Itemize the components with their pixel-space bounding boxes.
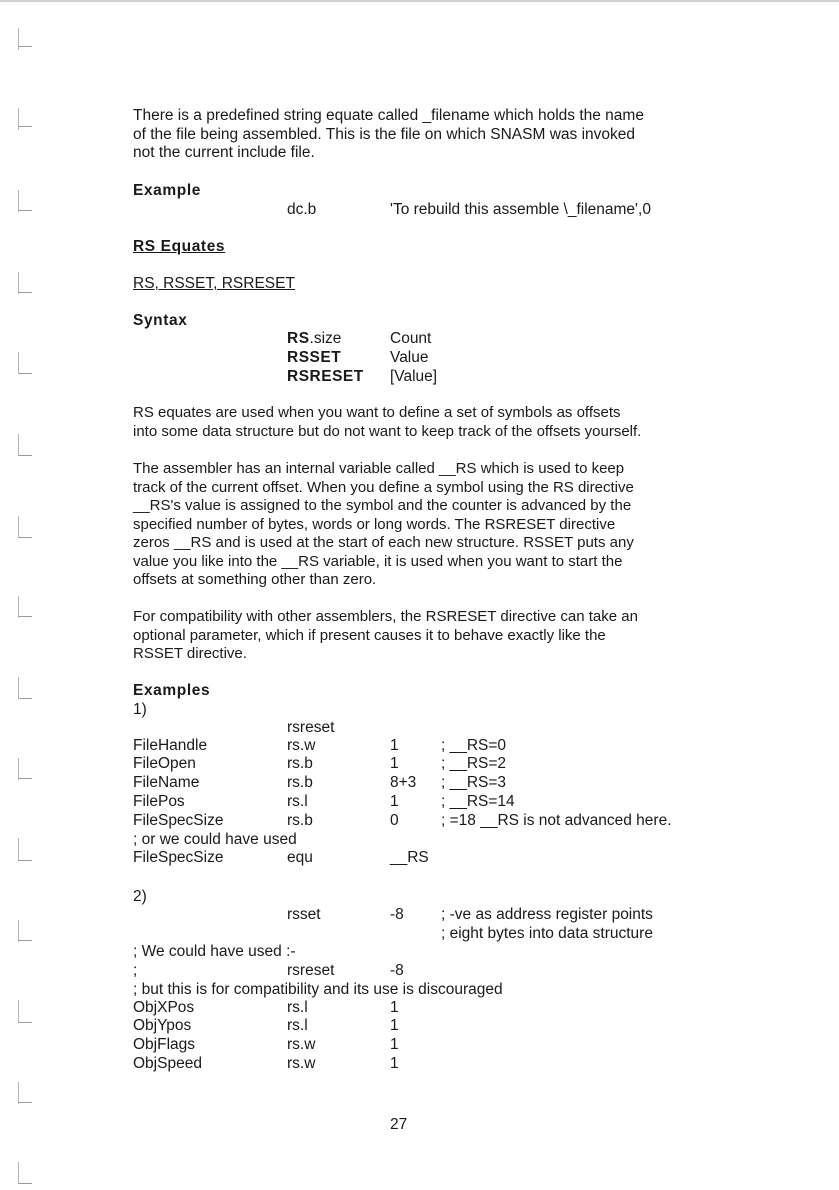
text-line: __RS's value is assigned to the symbol and the counter is advanced by the (133, 497, 632, 514)
code-line (0, 793, 839, 812)
syntax-keyword: RSRESET (287, 368, 364, 385)
code-arg: 1 (390, 737, 399, 754)
scan-top-edge (0, 0, 839, 2)
text-line: offsets at something other than zero. (133, 571, 377, 588)
code-label: FileName (133, 774, 200, 791)
code-op: rsreset (287, 719, 335, 736)
binder-mark (18, 677, 19, 699)
code-comment: ; We could have used :- (133, 943, 296, 960)
code-line (0, 925, 839, 944)
syntax-row (287, 349, 429, 368)
code-op: equ (287, 849, 313, 866)
syntax-heading: Syntax (133, 312, 188, 329)
example-code-line (0, 201, 839, 220)
syntax-arg: Value (390, 349, 429, 366)
code-line (0, 737, 839, 756)
text-line: into some data structure but do not want to keep track of the offsets yourself. (133, 422, 642, 440)
text-line: of the file being assembled. This is the file on which SNASM was invoked (133, 125, 635, 143)
text-line: zeros __RS and is used at the start of each new structure. RSSET puts any (133, 534, 634, 551)
binder-mark (18, 1102, 32, 1103)
code-op: rsreset (287, 962, 335, 979)
code-op: dc.b (287, 201, 317, 218)
example-number: 1) (133, 701, 147, 718)
syntax-row (287, 330, 432, 349)
code-line (0, 831, 839, 850)
binder-mark (18, 1183, 32, 1184)
text-line: optional parameter, which if present causes it to behave exactly like the (133, 626, 606, 644)
code-line (0, 1036, 839, 1055)
code-arg: -8 (390, 962, 404, 979)
code-comment: ; -ve as address register points (441, 906, 653, 923)
code-arg: 8+3 (390, 774, 417, 791)
binder-mark (18, 455, 32, 456)
code-line (0, 719, 839, 738)
code-comment: ; __RS=0 (441, 737, 507, 754)
paragraph-compatibility (133, 608, 723, 664)
syntax-suffix: .size (309, 330, 342, 347)
binder-mark (18, 434, 19, 456)
code-comment: ; but this is for compatibility and its use is discouraged (133, 981, 503, 998)
text-line: There is a predefined string equate called _filename which holds the name (133, 107, 644, 124)
code-label: ObjFlags (133, 1036, 196, 1053)
syntax-keyword: RSSET (287, 349, 342, 366)
code-arg: 1 (390, 1036, 399, 1053)
syntax-arg: [Value] (390, 368, 438, 385)
binder-mark (18, 126, 32, 127)
binder-mark (18, 1162, 19, 1184)
text-line: RS equates are used when you want to define a set of symbols as offsets (133, 404, 621, 421)
paragraph-rs-variable (133, 460, 723, 590)
binder-mark (18, 698, 32, 699)
code-comment: ; eight bytes into data structure (441, 925, 653, 942)
code-line (0, 943, 839, 962)
text-line: specified number of bytes, words or long words. The RSRESET directive (133, 515, 616, 533)
code-op: rs.b (287, 755, 313, 772)
section-subheading: RS, RSSET, RSRESET (133, 275, 295, 292)
section-heading: RS Equates (133, 238, 226, 255)
code-comment: ; __RS=3 (441, 774, 507, 791)
code-arg: 1 (390, 755, 399, 772)
code-op: rs.l (287, 1017, 308, 1034)
code-comment: ; =18 __RS is not advanced here. (441, 812, 672, 829)
code-line (0, 981, 839, 1000)
code-label: FileHandle (133, 737, 208, 754)
syntax-row (287, 368, 438, 387)
text-line: not the current include file. (133, 144, 315, 161)
code-arg: 'To rebuild this assemble \_filename',0 (390, 201, 651, 218)
code-line (0, 812, 839, 831)
code-arg: 1 (390, 1055, 399, 1072)
binder-mark (18, 616, 32, 617)
code-label: ; (133, 962, 138, 979)
binder-mark (18, 28, 19, 50)
text-line: value you like into the __RS variable, it is used when you want to start the (133, 552, 623, 570)
code-op: rs.w (287, 1036, 316, 1053)
binder-mark (18, 1082, 19, 1104)
code-line (0, 1017, 839, 1036)
binder-mark (18, 292, 32, 293)
text-line: The assembler has an internal variable called __RS which is used to keep (133, 460, 625, 477)
examples-heading: Examples (133, 682, 211, 699)
text-line: track of the current offset. When you define a symbol using the RS directive (133, 478, 634, 496)
code-line (0, 906, 839, 925)
code-line (0, 755, 839, 774)
binder-mark (18, 373, 32, 374)
binder-mark (18, 516, 19, 538)
code-arg: -8 (390, 906, 404, 923)
code-label: FilePos (133, 793, 185, 810)
code-comment: ; __RS=2 (441, 755, 507, 772)
code-op: rs.l (287, 999, 308, 1016)
code-label: FileSpecSize (133, 849, 224, 866)
code-label: ObjYpos (133, 1017, 192, 1034)
binder-mark (18, 272, 19, 294)
code-arg: 1 (390, 793, 399, 810)
example-heading: Example (133, 182, 201, 199)
intro-paragraph (133, 107, 723, 163)
binder-mark (18, 108, 19, 130)
code-label: FileSpecSize (133, 812, 224, 829)
text-line: RSSET directive. (133, 645, 247, 662)
code-comment: ; or we could have used (133, 831, 297, 848)
text-line: For compatibility with other assemblers, the RSRESET directive can take an (133, 608, 638, 625)
code-arg: 1 (390, 999, 399, 1016)
binder-mark (18, 46, 32, 47)
paragraph-rs-equates (133, 404, 723, 441)
code-op: rsset (287, 906, 321, 923)
code-comment: ; __RS=14 (441, 793, 515, 810)
page-number: 27 (390, 1116, 408, 1133)
code-line (0, 774, 839, 793)
code-arg: 0 (390, 812, 399, 829)
syntax-keyword: RS (287, 330, 310, 347)
code-line (0, 849, 839, 868)
code-op: rs.b (287, 812, 313, 829)
code-arg: __RS (390, 849, 429, 866)
binder-mark (18, 596, 19, 618)
code-label: FileOpen (133, 755, 196, 772)
code-op: rs.w (287, 737, 316, 754)
code-line (0, 999, 839, 1018)
binder-mark (18, 352, 19, 374)
code-op: rs.l (287, 793, 308, 810)
code-label: ObjSpeed (133, 1055, 202, 1072)
code-line (0, 962, 839, 981)
example-number: 2) (133, 888, 147, 905)
binder-mark (18, 537, 32, 538)
code-op: rs.w (287, 1055, 316, 1072)
code-label: ObjXPos (133, 999, 195, 1016)
code-op: rs.b (287, 774, 313, 791)
code-arg: 1 (390, 1017, 399, 1034)
code-line (0, 1055, 839, 1074)
syntax-arg: Count (390, 330, 432, 347)
